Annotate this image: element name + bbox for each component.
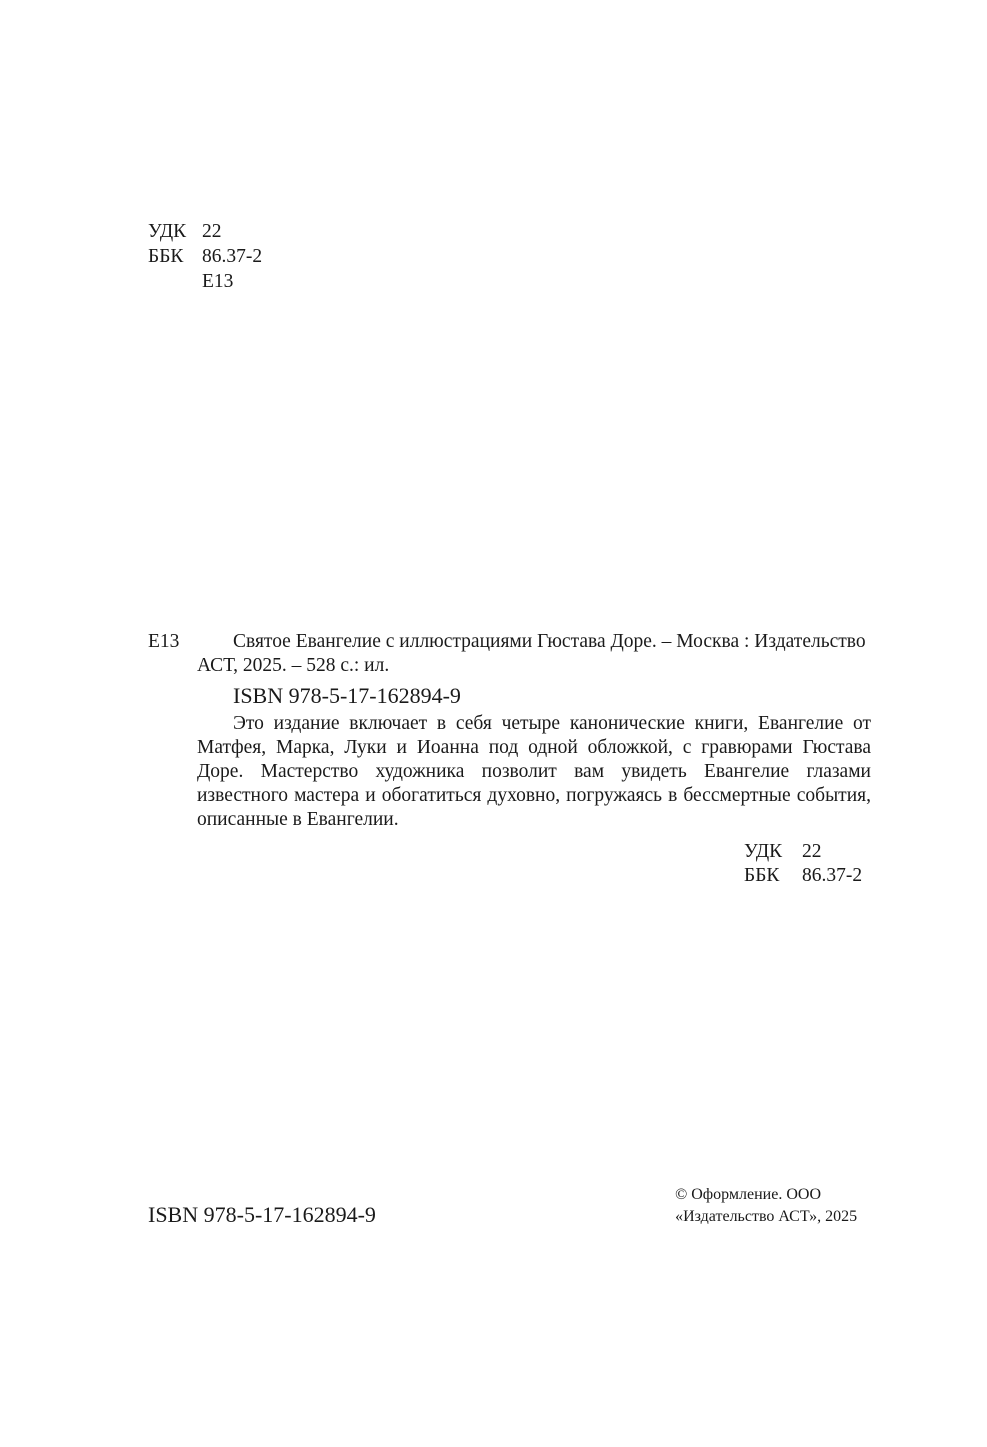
bibliographic-description bbox=[197, 630, 871, 678]
bottom-udk-row bbox=[744, 840, 822, 864]
bbk-label: ББК bbox=[744, 865, 780, 886]
copyright-line-2: «Издательство АСТ», 2025 bbox=[675, 1208, 858, 1225]
annotation-paragraph: Это издание включает в себя четыре канонические книги, Евангелие от Матфея, Марка, Луки и Иоанна под одной обложкой, с гравюрами Гюстава Доре. Мастерство художника позволит вам увидеть Евангелие глазами известного мастера и обогатиться духовно, погружаясь в бессмертные события, описанные в Евангелии. bbox=[197, 713, 871, 830]
udk-value: 22 bbox=[802, 841, 822, 862]
record-isbn: ISBN 978-5-17-162894-9 bbox=[233, 683, 461, 708]
bbk-label: ББК bbox=[148, 246, 184, 267]
bottom-bbk-row bbox=[744, 864, 862, 888]
top-author-mark bbox=[202, 270, 233, 294]
bbk-value: 86.37-2 bbox=[202, 246, 263, 267]
top-udk-row bbox=[148, 220, 222, 244]
description-line-1: Святое Евангелие с иллюстрациями Гюстава Доре. – Москва : Издательство bbox=[233, 631, 866, 652]
bbk-value: 86.37-2 bbox=[802, 865, 863, 886]
author-mark-text: Е13 bbox=[202, 271, 234, 292]
udk-label: УДК bbox=[744, 841, 783, 862]
udk-label: УДК bbox=[148, 221, 187, 242]
copyright-notice bbox=[675, 1184, 871, 1228]
record-author-mark: Е13 bbox=[148, 631, 180, 652]
top-bbk-row bbox=[148, 245, 262, 269]
description-line-2: АСТ, 2025. – 528 с.: ил. bbox=[197, 655, 390, 676]
udk-value: 22 bbox=[202, 221, 222, 242]
footer-isbn: ISBN 978-5-17-162894-9 bbox=[148, 1202, 376, 1227]
copyright-line-1: © Оформление. ООО bbox=[675, 1186, 821, 1203]
